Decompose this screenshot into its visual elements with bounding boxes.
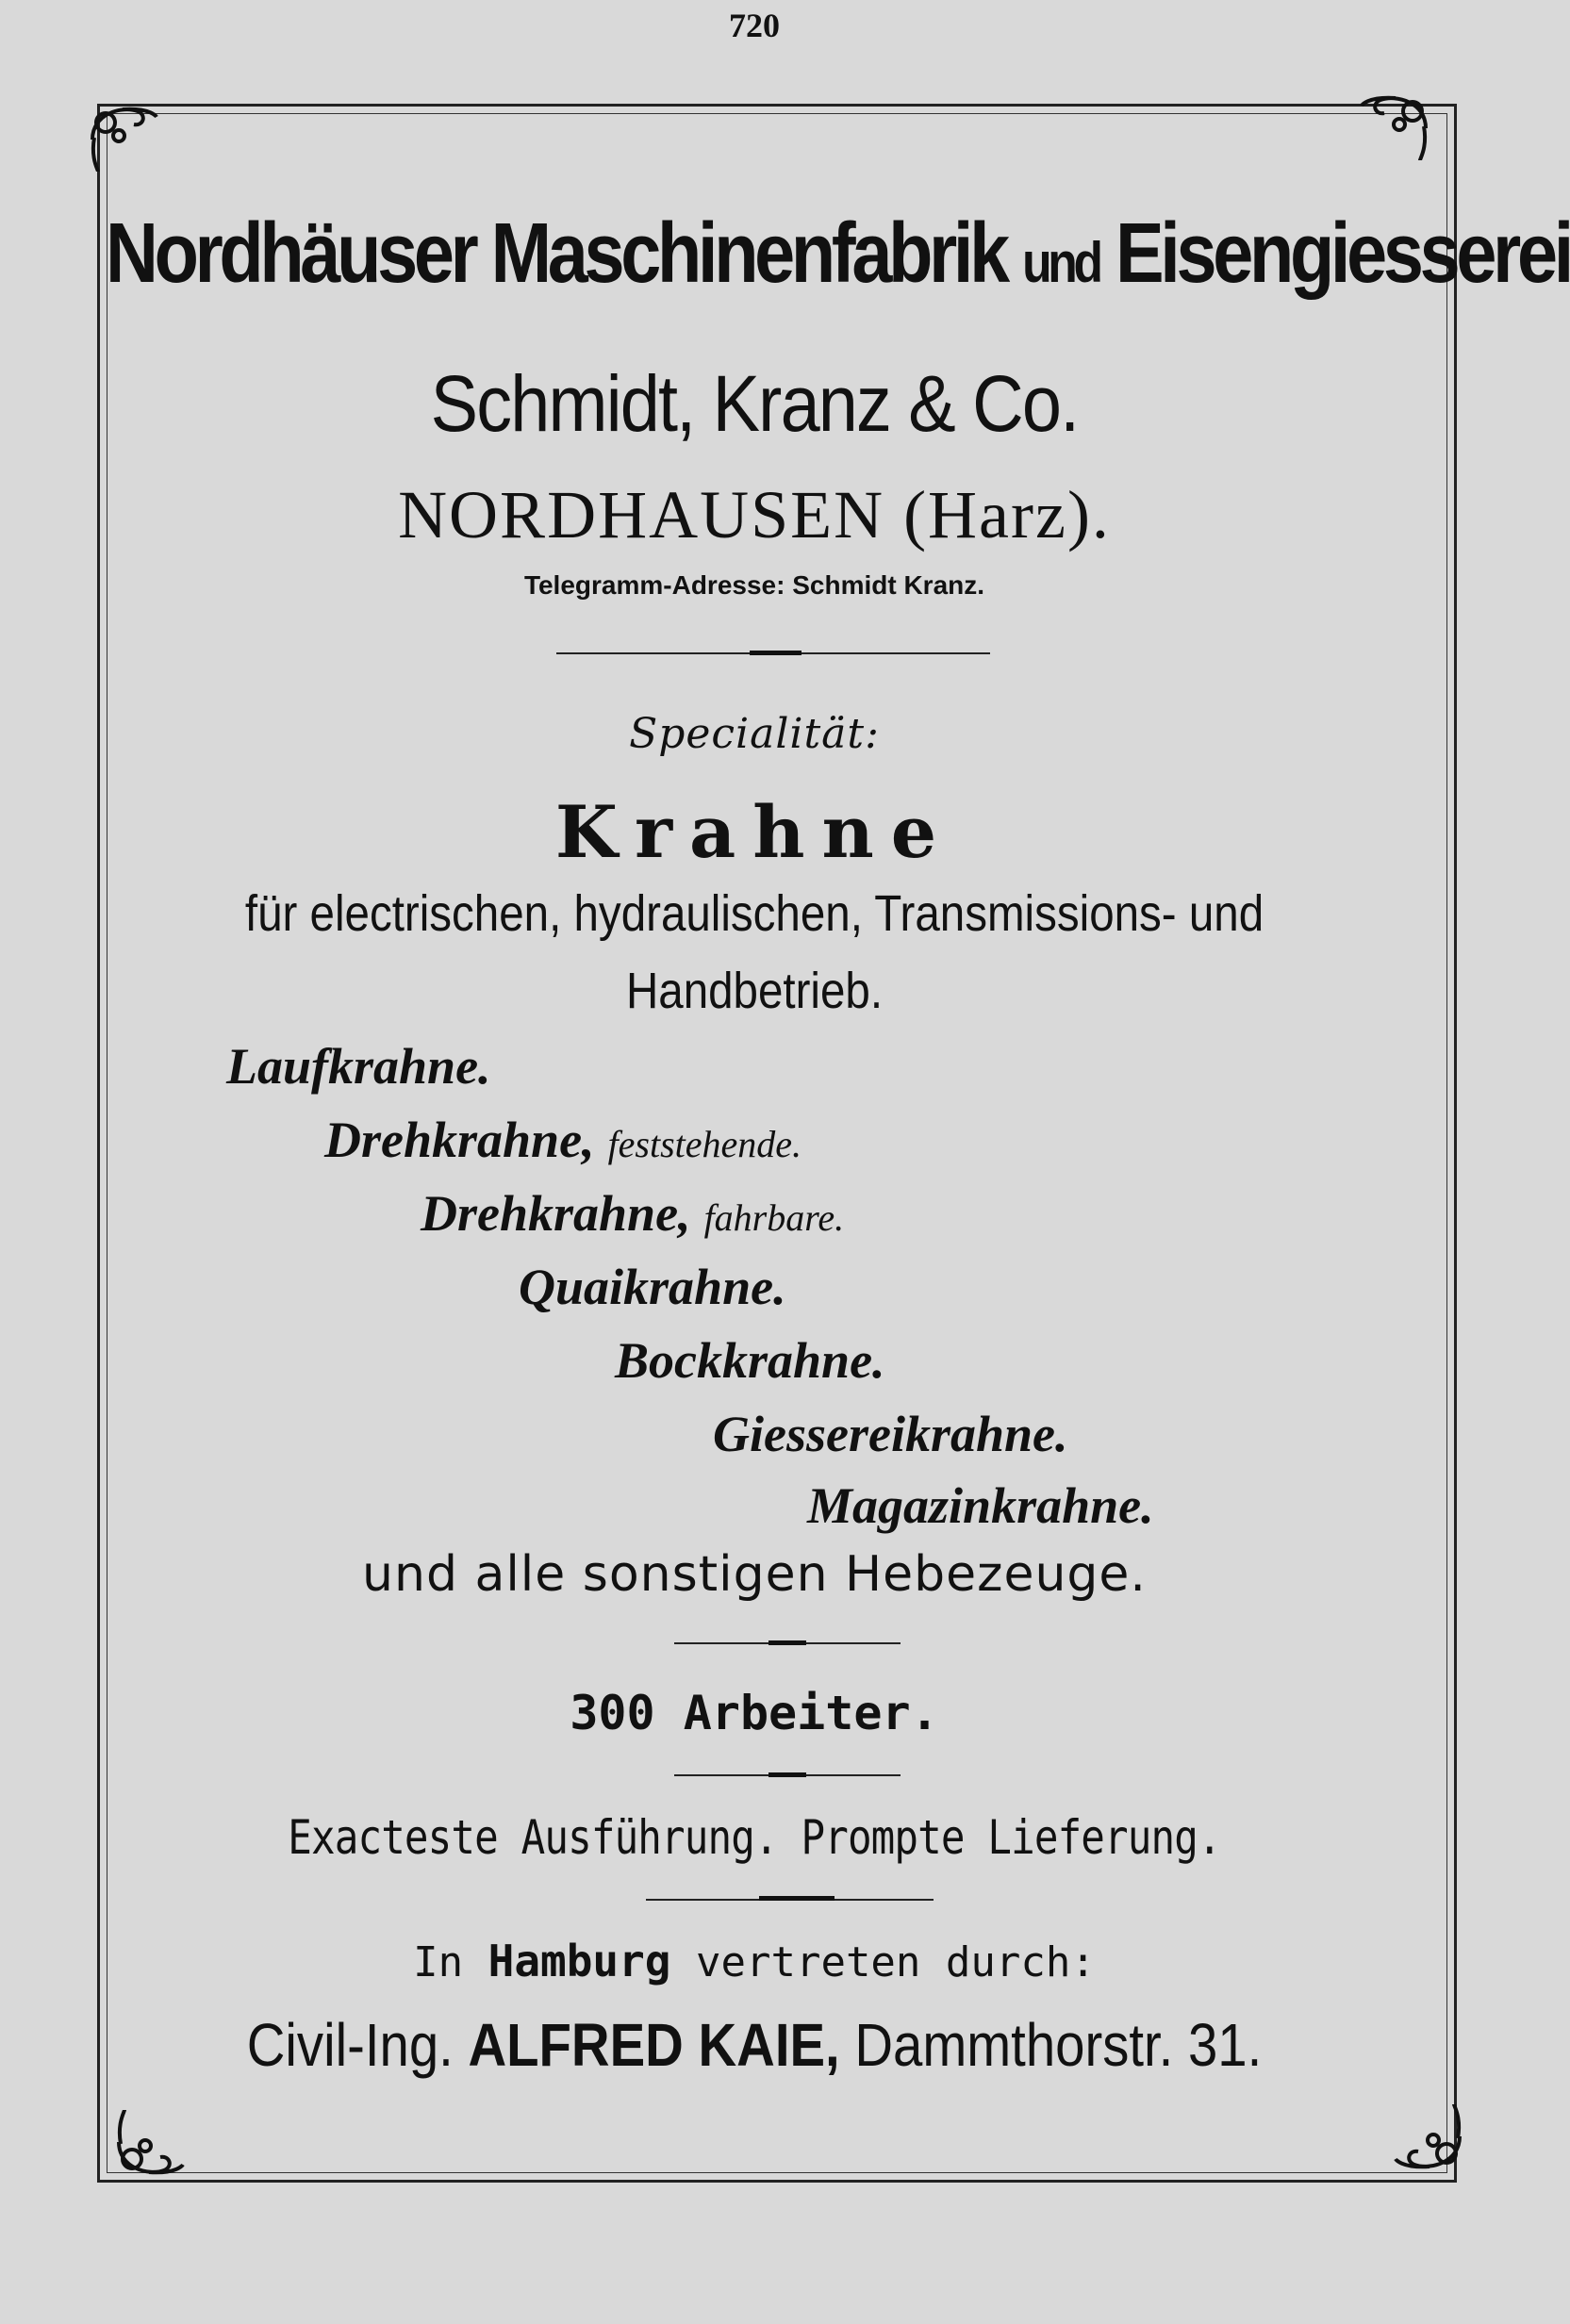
crane-item-name: Bockkrahne. [615,1332,885,1389]
divider-rule-center [750,651,802,655]
corner-ornament-icon [85,102,160,177]
telegram-value: Schmidt Kranz. [792,570,985,600]
company-name-und: und [1022,231,1099,294]
company-name-main: Nordhäuser Maschinenfabrik [106,206,1006,301]
city-name: NORDHAUSEN (Harz). [398,477,1111,552]
representation-city: Hamburg [488,1936,671,1986]
representation-prefix: In [413,1938,464,1986]
usage-line-2: Handbetrieb. [625,963,884,1019]
representation-suffix: vertreten durch: [696,1938,1096,1986]
telegram-address [0,570,1509,601]
usage-line-1: für electrischen, hydraulischen, Transmissions- und [244,885,1264,942]
crane-item-name: Drehkrahne, [324,1112,595,1168]
company-name-end: Eisengiesserei [1115,206,1570,301]
crane-item-drehkrahne-fahrbare [421,1184,844,1243]
crane-item-note: feststehende. [607,1123,802,1165]
crane-item-quaikrahne [519,1258,786,1316]
divider-rule-center [768,1640,806,1645]
firm-name: Schmidt, Kranz & Co. [430,359,1079,448]
quality-line: Exacteste Ausführung. Prompte Lieferung. [288,1810,1221,1865]
crane-item-name: Quaikrahne. [519,1259,786,1315]
crane-item-note: fahrbare. [703,1196,845,1239]
corner-ornament-icon [111,2104,187,2180]
contact-title: Civil-Ing. [246,2011,454,2079]
page-number: 720 [729,7,780,44]
corner-ornament-icon [1358,91,1433,166]
crane-item-laufkrahne [226,1037,491,1096]
representation-line [0,1936,1509,1986]
crane-item-magazinkrahne [807,1476,1154,1535]
crane-item-bockkrahne [615,1331,885,1390]
crane-item-name: Laufkrahne. [226,1038,491,1095]
crane-item-drehkrahne-feststehende [324,1111,802,1169]
crane-item-name: Magazinkrahne. [807,1477,1154,1534]
specialty-headline: Krahne [554,790,954,874]
specialty-label: Specialität: [629,710,880,758]
divider-rule-center [759,1896,835,1901]
divider-rule-center [768,1772,806,1777]
workers-count: 300 Arbeiter. [570,1686,939,1740]
corner-ornament-icon [1392,2099,1467,2174]
crane-item-name: Giessereikrahne. [713,1406,1068,1462]
crane-item-name: Drehkrahne, [421,1185,691,1242]
contact-line [91,2010,1418,2080]
crane-item-giessereikrahne [713,1405,1068,1463]
contact-name: ALFRED KAIE, [468,2011,840,2079]
telegram-label: Telegramm-Adresse: [523,570,785,600]
company-name [106,206,1570,303]
other-hoists-line: und alle sonstigen Hebezeuge. [362,1546,1147,1603]
contact-address: Dammthorstr. 31. [854,2011,1263,2079]
